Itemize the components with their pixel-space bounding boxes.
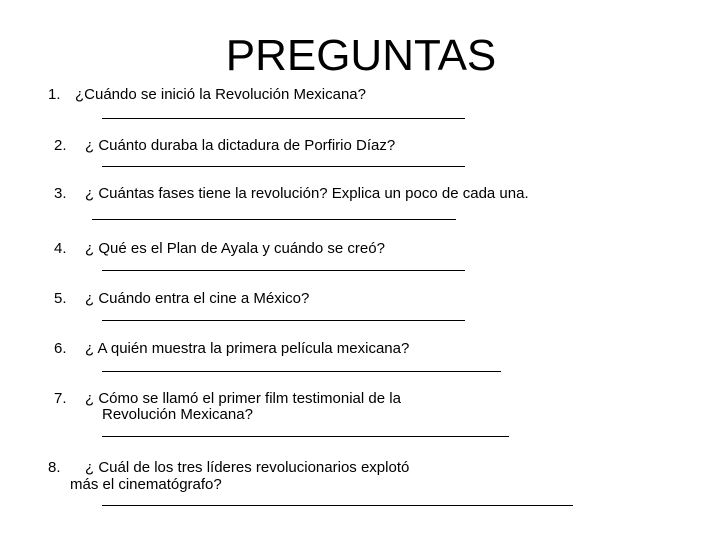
question-text: ¿ Cuándo entra el cine a México? <box>85 290 310 307</box>
page-title-text: PREGUNTAS <box>225 31 497 80</box>
question-number: 3. <box>54 185 67 202</box>
answer-line <box>102 436 509 437</box>
answer-line <box>92 219 456 220</box>
question-text: ¿Cuándo se inició la Revolución Mexicana? <box>75 86 366 103</box>
question-text: ¿ Cómo se llamó el primer film testimonial de la <box>85 390 401 407</box>
question-text: ¿ Cuánto duraba la dictadura de Porfirio Díaz? <box>85 137 396 154</box>
question-text: ¿ A quién muestra la primera película mexicana? <box>85 340 410 357</box>
question-text: ¿ Qué es el Plan de Ayala y cuándo se creó? <box>85 240 385 257</box>
question-number: 7. <box>54 390 67 407</box>
question-number: 4. <box>54 240 67 257</box>
question-number: 2. <box>54 137 67 154</box>
answer-line <box>102 320 465 321</box>
answer-line <box>102 118 465 119</box>
question-number: 1. <box>48 86 61 103</box>
answer-line <box>102 270 465 271</box>
question-text: ¿ Cuál de los tres líderes revolucionarios explotó <box>85 459 410 476</box>
question-text-continuation: Revolución Mexicana? <box>102 406 253 423</box>
question-number: 5. <box>54 290 67 307</box>
answer-line <box>102 166 465 167</box>
answer-line <box>102 371 501 372</box>
page-title <box>0 30 720 82</box>
question-text: ¿ Cuántas fases tiene la revolución? Explica un poco de cada una. <box>85 185 529 202</box>
question-number: 8. <box>48 459 61 476</box>
question-text-continuation: más el cinematógrafo? <box>70 476 222 493</box>
question-number: 6. <box>54 340 67 357</box>
answer-line <box>102 505 573 506</box>
